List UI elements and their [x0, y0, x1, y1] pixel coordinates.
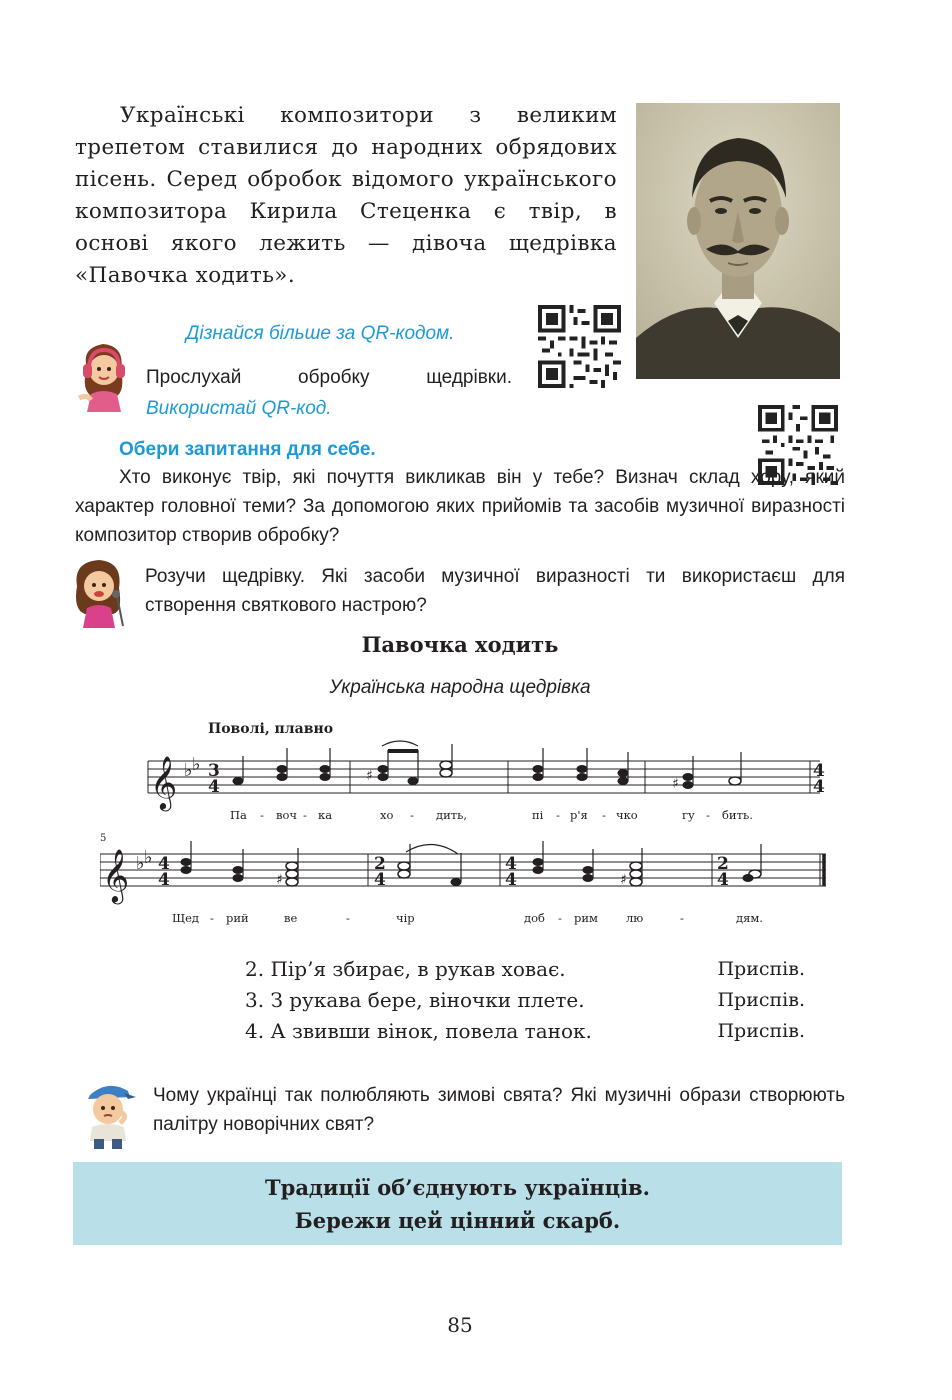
time-sig-bottom: 4 [813, 777, 825, 797]
think-task-text: Чому українці так полюбляють зимові свята? Які музичні образи створюють палітру новорічних свят? [153, 1085, 845, 1135]
svg-text:рий: рий [226, 911, 249, 925]
verse-text: 2. Пір’я збирає, в рукав ховає. [245, 957, 566, 981]
intro-text [75, 100, 617, 292]
svg-text:♯: ♯ [672, 776, 679, 792]
time-sig-top: 2 [374, 854, 386, 874]
verse-refrain: Приспів. [717, 989, 805, 1011]
time-sig-top: 3 [208, 761, 220, 781]
qr-hint: Дізнайся більше за QR-кодом. [186, 323, 455, 344]
measure-number: 5 [100, 833, 107, 844]
banner-line-1: Традиції об’єднують українців. [265, 1175, 650, 1200]
svg-text:пі: пі [532, 808, 544, 822]
time-sig-top: 4 [158, 854, 170, 874]
svg-text:дям.: дям. [736, 911, 763, 925]
svg-text:-: - [556, 808, 560, 822]
song-title: Павочка ходить [361, 632, 559, 657]
time-sig-bottom: 4 [208, 777, 220, 797]
time-sig-top: 4 [505, 854, 517, 874]
time-sig-top: 2 [717, 854, 729, 874]
svg-text:гу: гу [682, 808, 695, 822]
svg-text:р'я: р'я [570, 808, 588, 822]
learn-task-text: Розучи щедрівку. Які засоби музичної виразності ти використаєш для створення святкового настрою? [145, 566, 845, 616]
girl-headphones-icon [73, 338, 133, 414]
time-sig-bottom: 4 [717, 870, 729, 890]
tradition-banner [73, 1162, 842, 1245]
treble-clef-icon: 𝄞 [102, 848, 130, 902]
verse-text: 4. А звивши вінок, повела танок. [245, 1019, 592, 1043]
svg-text:ка: ка [318, 808, 333, 822]
svg-text:хо: хо [380, 808, 394, 822]
use-qr-instruction: Використай QR-код. [146, 398, 332, 419]
banner-line-2: Бережи цей цінний скарб. [294, 1208, 621, 1233]
time-sig-top: 4 [813, 761, 825, 781]
verse-refrain: Приспів. [717, 1020, 805, 1042]
boy-thinking-icon [78, 1075, 138, 1151]
lyrics-line-1 [230, 808, 753, 822]
svg-text:лю: лю [626, 911, 644, 925]
svg-text:♯: ♯ [276, 872, 283, 888]
staff-1 [148, 761, 820, 793]
time-sig-bottom: 4 [158, 870, 170, 890]
svg-text:чко: чко [616, 808, 638, 822]
svg-text:♯: ♯ [620, 872, 627, 888]
flat-icon: ♭ [192, 754, 201, 775]
intro-paragraph: Українські композитори з великим трепетом ставилися до народних обрядових пісень. Серед обробок відомого українського композитора Кирила Стеценка є твір, в основі якого лежить — дівоча щедрівка «Павочка ходить». [75, 103, 617, 288]
questions-heading: Обери запитання для себе. [119, 439, 376, 460]
svg-text:дить,: дить, [436, 808, 468, 822]
sheet-music [100, 712, 840, 937]
svg-text:-: - [346, 911, 350, 925]
flat-icon: ♭ [144, 847, 153, 868]
notes-line-2 [181, 841, 761, 888]
svg-text:рим: рим [574, 911, 598, 925]
girl-microphone-icon [67, 556, 131, 630]
flat-icon: ♭ [184, 760, 193, 781]
treble-clef-icon: 𝄞 [150, 755, 178, 809]
svg-text:ве: ве [284, 911, 298, 925]
svg-text:♯: ♯ [366, 768, 373, 784]
notes-line-1 [233, 741, 741, 792]
svg-text:доб: доб [524, 911, 545, 925]
svg-text:-: - [558, 911, 562, 925]
svg-text:-: - [680, 911, 684, 925]
svg-text:чір: чір [396, 911, 415, 925]
qr-code-icon[interactable] [538, 305, 621, 388]
svg-text:-: - [706, 808, 710, 822]
time-sig-bottom: 4 [505, 870, 517, 890]
lyrics-line-2 [172, 911, 763, 925]
verse-refrain: Приспів. [717, 958, 805, 980]
composer-portrait [636, 103, 840, 379]
svg-text:-: - [210, 911, 214, 925]
verse-line [245, 985, 805, 1016]
svg-text:Па: Па [230, 808, 247, 822]
svg-text:-: - [410, 808, 414, 822]
time-sig-bottom: 4 [374, 870, 386, 890]
questions-text: Хто виконує твір, які почуття викликав він у тебе? Визнач склад хору, який характер головної теми? За допомогою яких прийомів та засобів музичної виразності композитор створив обробку? [75, 467, 845, 546]
song-subtitle: Українська народна щедрівка [329, 677, 591, 698]
verse-text: 3. З рукава бере, віночки плете. [245, 988, 585, 1012]
page-number: 85 [447, 1313, 473, 1337]
svg-text:-: - [260, 808, 264, 822]
svg-text:бить.: бить. [722, 808, 753, 822]
verse-line [245, 954, 805, 985]
listen-instruction: Прослухай обробку щедрівки. [146, 367, 512, 388]
svg-text:воч: воч [276, 808, 298, 822]
verse-line [245, 1016, 805, 1047]
flat-icon: ♭ [136, 853, 145, 874]
svg-text:Щед: Щед [172, 911, 200, 925]
verses [245, 954, 805, 1047]
tempo-marking: Поволі, плавно [208, 721, 334, 737]
svg-text:-: - [303, 808, 307, 822]
svg-text:-: - [602, 808, 606, 822]
